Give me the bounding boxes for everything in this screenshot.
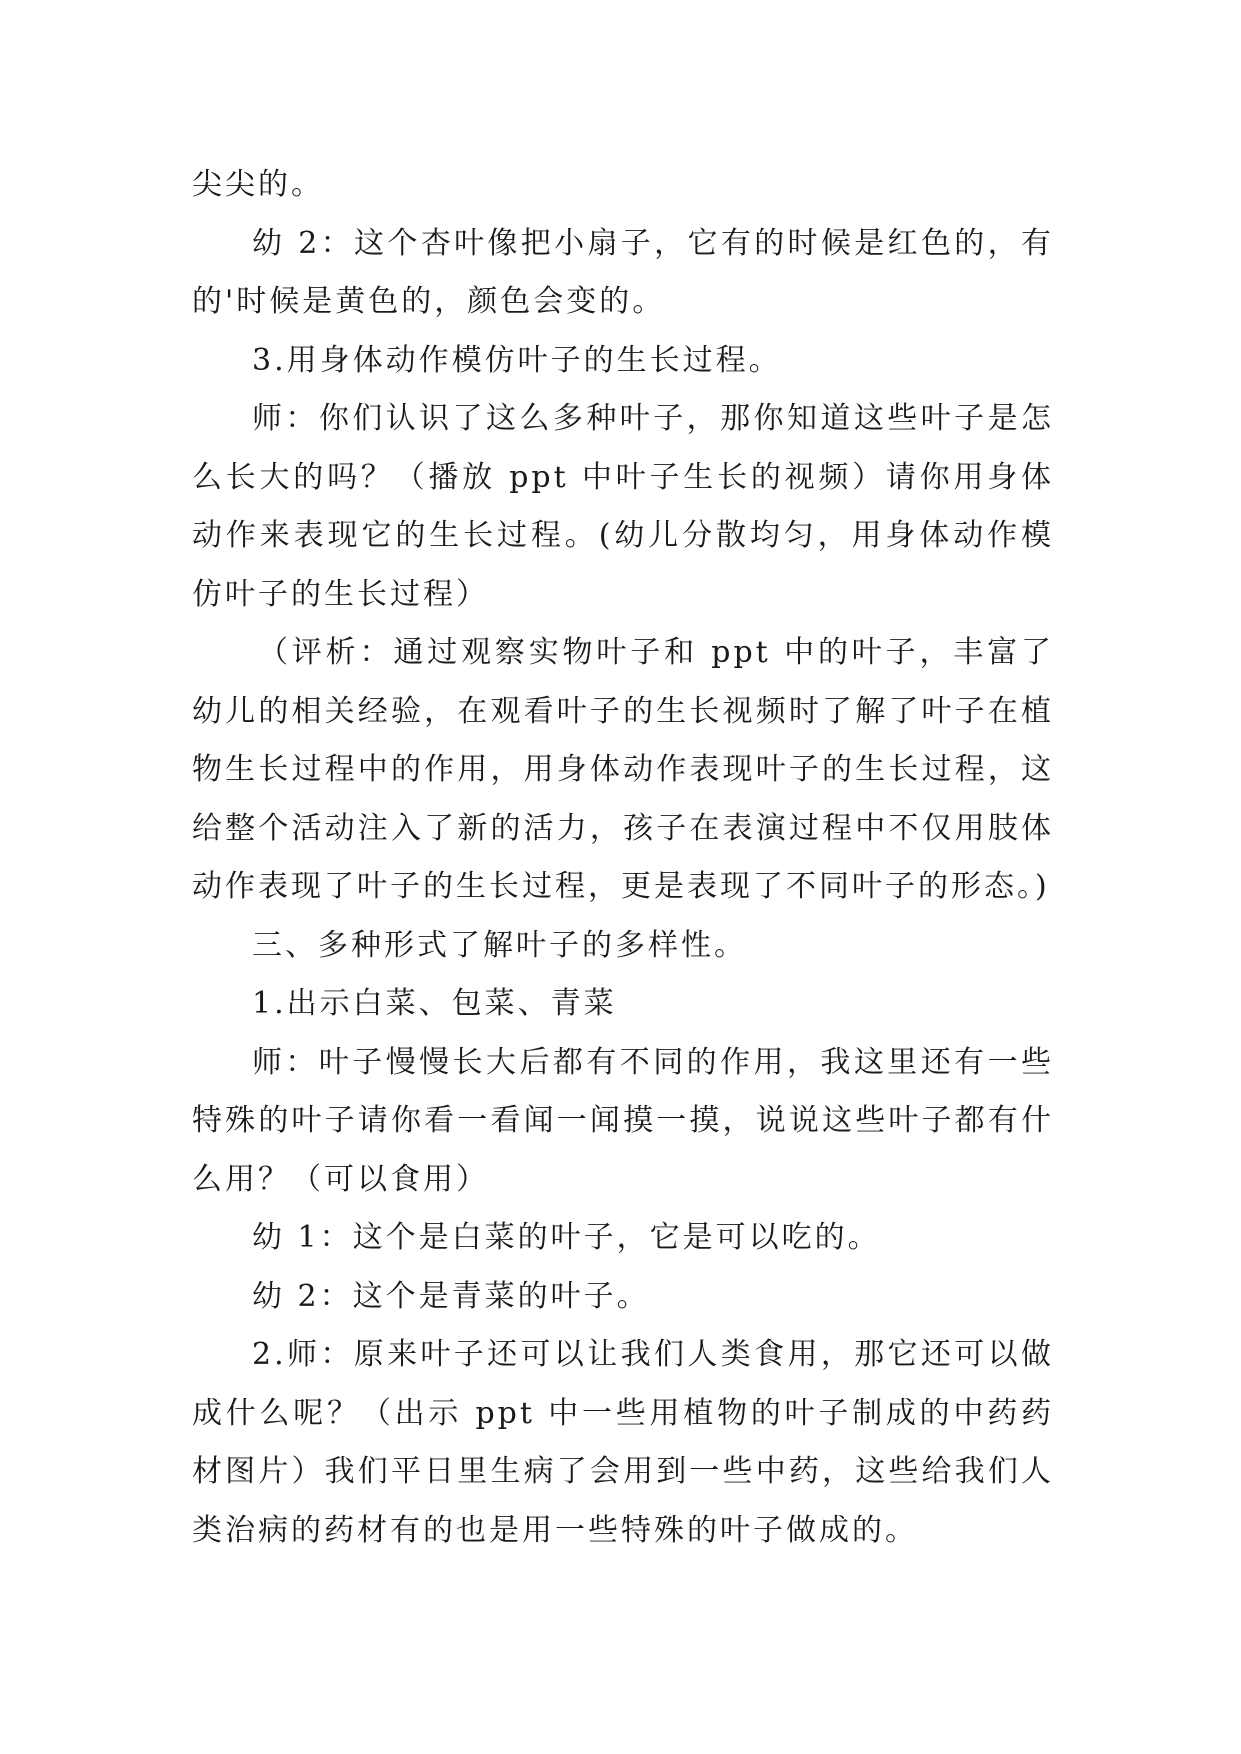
section-heading-3: 三、多种形式了解叶子的多样性。 — [252, 927, 747, 963]
document-body — [192, 156, 1054, 1560]
paragraph-continuation: 尖尖的。 — [192, 167, 324, 202]
paragraph-commentary: （评析：通过观察实物叶子和 ppt 中的叶子，丰富了幼儿的相关经验，在观看叶子的生长视频时了解了叶子在植物生长过程中的作用，用身体动作表现叶子的生长过程，这给整个活动注入了新的活力，孩子在表演过程中不仅用肢体动作表现了叶子的生长过程，更是表现了不同叶子的形态。) — [192, 635, 1054, 904]
paragraph-teacher-uses: 师：叶子慢慢长大后都有不同的作用，我这里还有一些特殊的叶子请你看一看闻一闻摸一摸，说说这些叶子都有什么用？（可以食用） — [192, 1044, 1054, 1197]
paragraph-step-2-medicine: 2.师：原来叶子还可以让我们人类食用，那它还可以做成什么呢？（出示 ppt 中一些用植物的叶子制成的中药药材图片）我们平日里生病了会用到一些中药，这些给我们人类治病的药材有的也是用一些特殊的叶子做成的。 — [192, 1337, 1054, 1548]
paragraph-step-1-vegetables: 1.出示白菜、包菜、青菜 — [252, 986, 617, 1021]
paragraph-teacher-growth: 师：你们认识了这么多种叶子，那你知道这些叶子是怎么长大的吗？（播放 ppt 中叶子生长的视频）请你用身体动作来表现它的生长过程。(幼儿分散均匀，用身体动作模仿叶子的生长过程） — [192, 401, 1054, 612]
paragraph-child-2-ginkgo: 幼 2：这个杏叶像把小扇子，它有的时候是红色的，有的'时候是黄色的，颜色会变的。 — [192, 225, 1054, 319]
paragraph-child-2-greens: 幼 2：这个是青菜的叶子。 — [252, 1278, 650, 1314]
paragraph-child-1-cabbage: 幼 1：这个是白菜的叶子，它是可以吃的。 — [252, 1220, 881, 1255]
paragraph-step-3: 3.用身体动作模仿叶子的生长过程。 — [252, 342, 782, 378]
